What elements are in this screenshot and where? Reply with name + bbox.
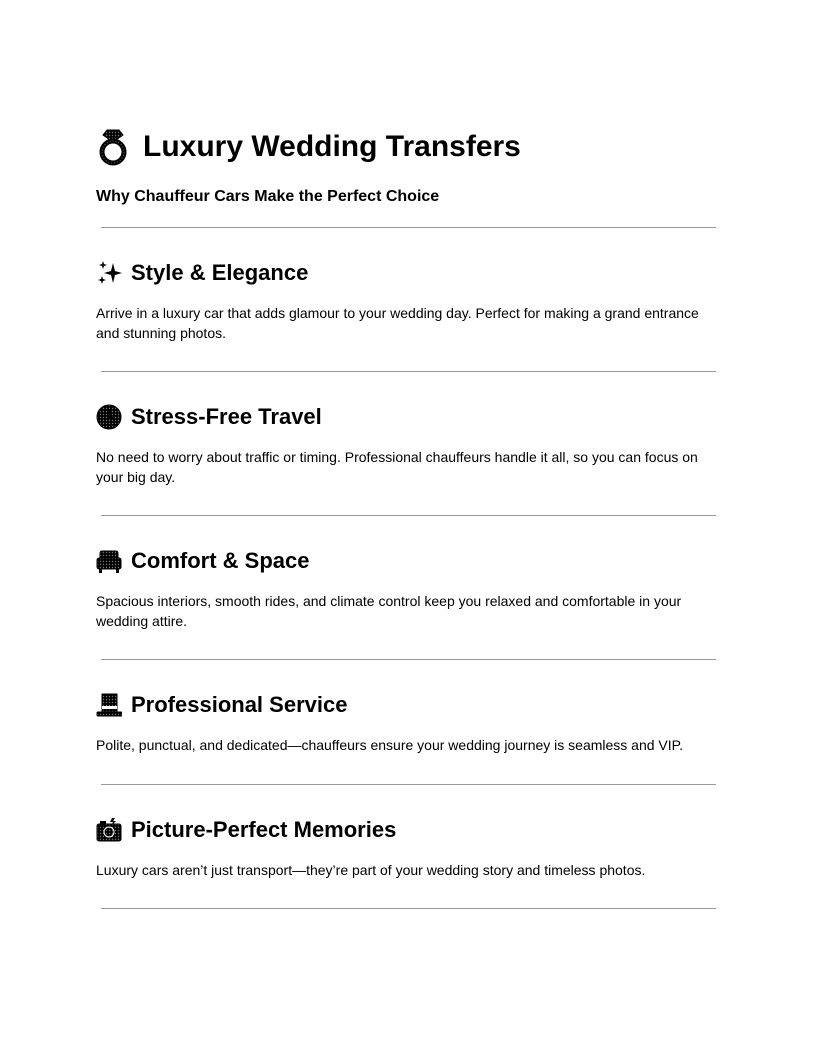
section-heading-picture-perfect-memories (96, 815, 396, 845)
section-body: Spacious interiors, smooth rides, and climate control keep you relaxed and comfortable in your wedding attire. (96, 593, 682, 629)
section-heading-stress-free-travel (96, 402, 322, 432)
section-heading-professional-service (96, 690, 347, 720)
title-row (96, 126, 521, 168)
divider (101, 659, 716, 660)
section-body: Arrive in a luxury car that adds glamour to your wedding day. Perfect for making a grand entrance and stunning photos. (96, 305, 699, 341)
section-title: Comfort & Space (131, 548, 310, 573)
camera-flash-icon (96, 817, 122, 843)
couch-icon (96, 548, 122, 574)
section-heading-style-elegance (96, 258, 308, 288)
section-body: No need to worry about traffic or timing. Professional chauffeurs handle it all, so you can focus on your big day. (96, 449, 698, 485)
divider (101, 908, 716, 909)
top-hat-icon (96, 692, 122, 718)
sparkles-icon (96, 260, 122, 286)
divider (101, 784, 716, 785)
divider (101, 371, 716, 372)
section-title: Stress-Free Travel (131, 404, 322, 429)
section-heading-comfort-space (96, 546, 309, 576)
ring-icon (96, 128, 130, 166)
section-body: Luxury cars aren’t just transport—they’re part of your wedding story and timeless photos. (96, 862, 646, 878)
section-title: Style & Elegance (131, 260, 309, 285)
section-title: Picture-Perfect Memories (131, 817, 397, 842)
section-title: Professional Service (131, 692, 348, 717)
divider (101, 227, 716, 228)
divider (101, 515, 716, 516)
page-title: Luxury Wedding Transfers (143, 130, 521, 163)
section-body: Polite, punctual, and dedicated—chauffeurs ensure your wedding journey is seamless and VIP. (96, 737, 684, 753)
page-subtitle: Why Chauffeur Cars Make the Perfect Choice (96, 188, 440, 205)
clock-icon (96, 404, 122, 430)
